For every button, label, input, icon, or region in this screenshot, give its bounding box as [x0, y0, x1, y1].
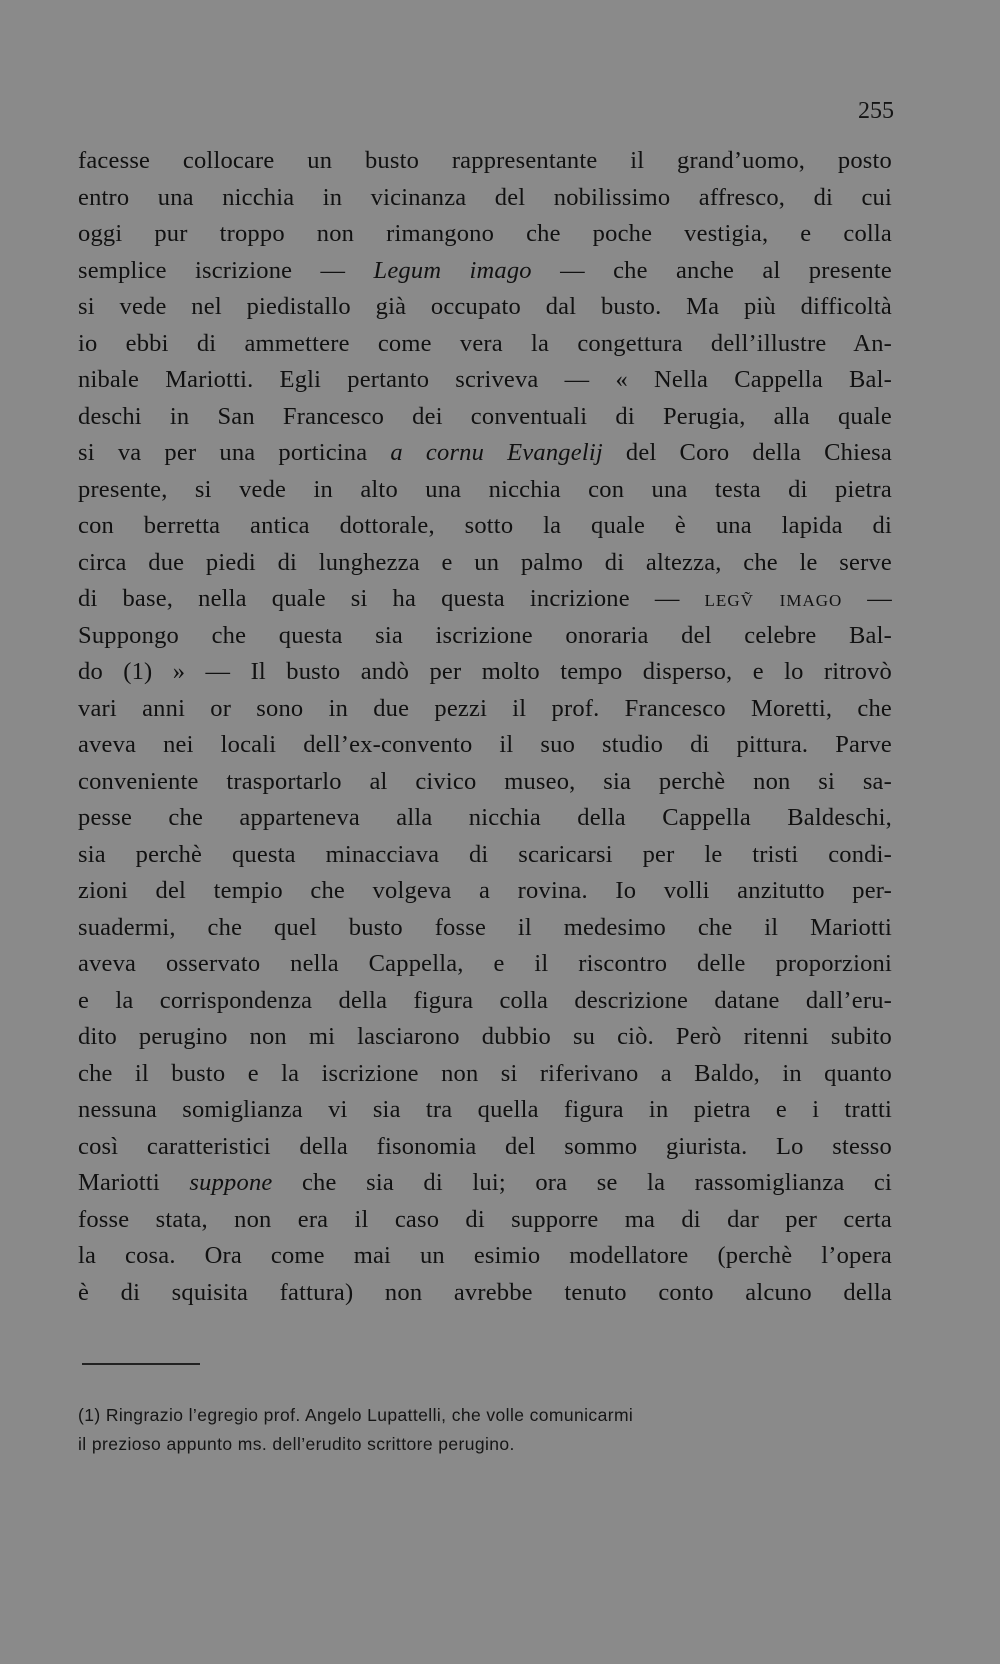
text-line — [78, 146, 892, 176]
text-line — [78, 986, 892, 1016]
text-line — [78, 584, 892, 614]
text-line — [78, 803, 892, 833]
text-line — [78, 730, 892, 760]
text-segment: la cosa. Ora come mai un esimio modellatore (perchè l’opera — [78, 1242, 892, 1269]
text-segment: — che anche al presente — [531, 256, 892, 284]
text-line — [78, 548, 892, 578]
text-line — [78, 913, 892, 943]
text-segment: si va per una porticina — [78, 439, 391, 466]
text-line — [78, 949, 892, 979]
text-segment: semplice iscrizione — — [78, 256, 374, 284]
text-segment: fosse stata, non era il caso di supporre ma di dar per certa — [78, 1205, 892, 1233]
text-segment: io ebbi di ammettere come vera la congettura dell’illustre An- — [78, 329, 892, 357]
text-segment: che sia di lui; ora se la rassomiglianza ci — [272, 1169, 892, 1196]
inscription-text: legṽ imago — [704, 585, 843, 612]
text-line — [78, 256, 892, 286]
text-segment: aveva osservato nella Cappella, e il riscontro delle proporzioni — [78, 950, 892, 977]
text-line — [78, 621, 892, 651]
text-line — [78, 183, 892, 213]
text-segment: suadermi, che quel busto fosse il medesimo che il Mariotti — [78, 913, 892, 941]
text-segment: così caratteristici della fisonomia del sommo giurista. Lo stesso — [78, 1132, 892, 1160]
text-segment: vari anni or sono in due pezzi il prof. Francesco Moretti, che — [78, 694, 892, 722]
text-segment: è di squisita fattura) non avrebbe tenuto conto alcuno della — [78, 1278, 892, 1306]
text-segment: aveva nei locali dell’ex-convento il suo studio di pittura. Parve — [78, 731, 892, 758]
text-segment: oggi pur troppo non rimangono che poche vestigia, e colla — [78, 220, 892, 247]
italic-text: Legum imago — [373, 256, 532, 284]
text-segment: circa due piedi di lunghezza e un palmo di altezza, che le serve — [78, 548, 892, 576]
text-line — [78, 1278, 892, 1308]
text-line — [78, 365, 892, 395]
text-segment: — — [842, 585, 893, 612]
text-segment: do (1) » — Il busto andò per molto tempo disperso, e lo ritrovò — [78, 658, 892, 685]
text-segment: che il busto e la iscrizione non si riferivano a Baldo, in quanto — [78, 1059, 892, 1087]
text-line — [78, 1241, 892, 1271]
text-segment: sia perchè questa minacciava di scaricarsi per le tristi condi- — [78, 840, 892, 868]
text-segment: Mariotti — [78, 1169, 190, 1196]
text-line — [78, 840, 892, 870]
text-line — [78, 475, 892, 505]
text-segment: conveniente trasportarlo al civico museo, sia perchè non si sa- — [78, 767, 892, 795]
italic-text: suppone — [189, 1169, 273, 1196]
text-line — [78, 1205, 892, 1235]
text-line — [78, 1022, 892, 1052]
text-line — [78, 657, 892, 687]
text-line — [78, 1168, 892, 1198]
text-segment: dito perugino non mi lasciarono dubbio su ciò. Però ritenni subito — [78, 1023, 892, 1050]
text-segment: del Coro della Chiesa — [602, 439, 892, 466]
text-segment: deschi in San Francesco dei conventuali di Perugia, alla quale — [78, 402, 892, 430]
text-line — [78, 876, 892, 906]
text-line — [78, 438, 892, 468]
text-line — [78, 292, 892, 322]
page-number: 255 — [858, 98, 894, 124]
text-segment: zioni del tempio che volgeva a rovina. Io volli anzitutto per- — [78, 877, 892, 904]
text-segment: entro una nicchia in vicinanza del nobilissimo affresco, di cui — [78, 183, 892, 211]
text-line — [78, 1095, 892, 1125]
text-segment: e la corrispondenza della figura colla descrizione datane dall’eru- — [78, 986, 892, 1014]
text-line — [78, 219, 892, 249]
footnote-line: (1) Ringrazio l’egregio prof. Angelo Lupattelli, che volle comunicarmi — [78, 1405, 634, 1425]
footnote-separator — [82, 1363, 200, 1365]
text-segment: pesse che apparteneva alla nicchia della Cappella Baldeschi, — [78, 804, 892, 831]
text-segment: con berretta antica dottorale, sotto la quale è una lapida di — [78, 512, 892, 539]
text-segment: nessuna somiglianza vi sia tra quella figura in pietra e i tratti — [78, 1096, 892, 1123]
text-segment: Suppongo che questa sia iscrizione onoraria del celebre Bal- — [78, 621, 892, 649]
text-segment: nibale Mariotti. Egli pertanto scriveva — « Nella Cappella Bal- — [78, 366, 892, 393]
text-segment: presente, si vede in alto una nicchia con una testa di pietra — [78, 475, 892, 503]
italic-text: a cornu Evangelij — [390, 439, 603, 466]
text-line — [78, 694, 892, 724]
text-line — [78, 402, 892, 432]
text-line — [78, 767, 892, 797]
footnote-line: il prezioso appunto ms. dell’erudito scrittore perugino. — [78, 1434, 515, 1454]
text-segment: si vede nel piedistallo già occupato dal busto. Ma più difficoltà — [78, 293, 892, 320]
text-segment: di base, nella quale si ha questa incrizione — — [78, 585, 705, 612]
text-segment: facesse collocare un busto rappresentante il grand’uomo, posto — [78, 147, 892, 174]
text-line — [78, 329, 892, 359]
text-line — [78, 1059, 892, 1089]
text-line — [78, 511, 892, 541]
text-line — [78, 1132, 892, 1162]
